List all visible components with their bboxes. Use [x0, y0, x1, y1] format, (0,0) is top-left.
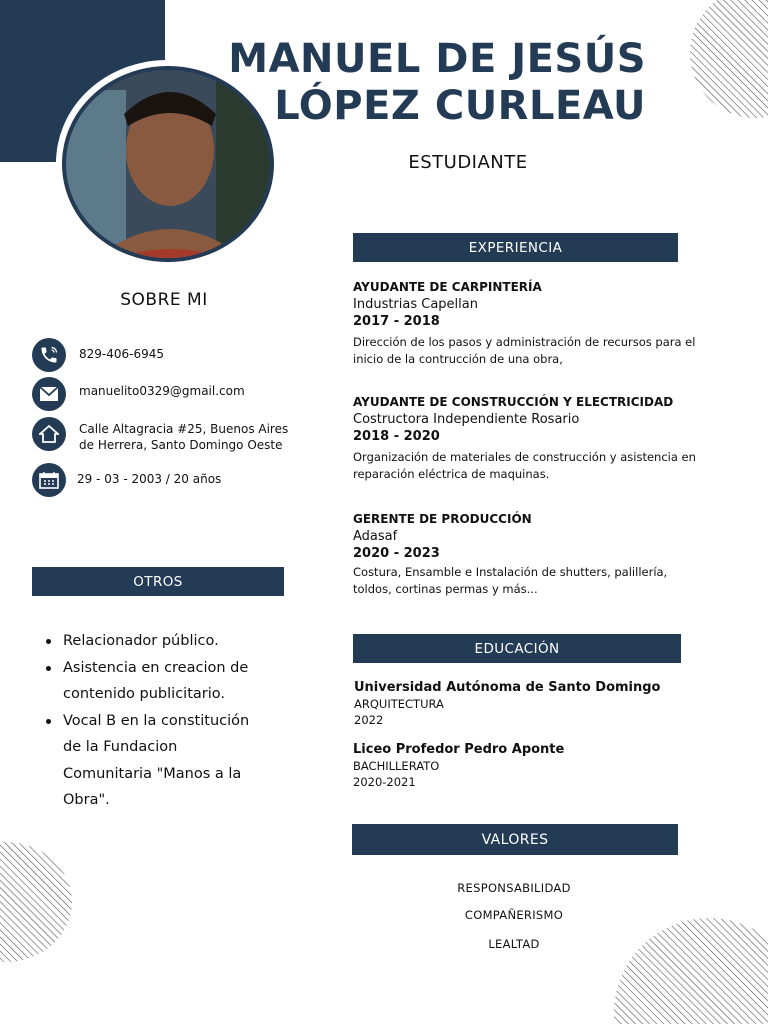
otros-item-text: Relacionador público. [63, 633, 219, 649]
otros-item-text: Obra". [63, 792, 110, 808]
otros-item [44, 628, 284, 655]
job-entry [353, 279, 733, 368]
job-entry [353, 511, 733, 598]
experiencia-header: EXPERIENCIA [353, 233, 678, 262]
email-address: manuelito0329@gmail.com [79, 384, 245, 398]
hatched-circle-bottom-left [0, 842, 72, 962]
job-company: Costructora Independiente Rosario [353, 412, 580, 427]
name-line-2: LÓPEZ CURLEAU [274, 83, 646, 129]
about-title: SOBRE MI [120, 290, 208, 310]
phone-number: 829-406-6945 [79, 347, 165, 361]
otros-item-text: Comunitaria "Manos a la [63, 765, 242, 782]
job-description-line: Organización de materiales de construcción y asistencia en [353, 450, 696, 464]
otros-item-text: Vocal B en la constitución [63, 712, 250, 729]
phone-icon [32, 338, 66, 372]
job-entry [353, 394, 733, 483]
otros-header: OTROS [32, 567, 284, 596]
mail-icon [32, 377, 66, 411]
education-degree: ARQUITECTURA [354, 697, 444, 711]
education-year: 2020-2021 [353, 775, 416, 789]
address-line-2: de Herrera, Santo Domingo Oeste [79, 438, 283, 452]
valores-header: VALORES [352, 824, 678, 855]
address-line-1: Calle Altagracia #25, Buenos Aires [79, 422, 289, 436]
education-school: Liceo Profedor Pedro Aponte [353, 742, 565, 757]
value-item: RESPONSABILIDAD [457, 881, 571, 895]
birth-date-age: 29 - 03 - 2003 / 20 años [77, 472, 222, 486]
job-title: AYUDANTE DE CONSTRUCCIÓN Y ELECTRICIDAD [353, 395, 674, 409]
job-company: Industrias Capellan [353, 297, 478, 312]
otros-list [44, 628, 284, 814]
job-description-line: reparación eléctrica de maquinas. [353, 467, 550, 481]
education-year: 2022 [354, 713, 384, 727]
otros-item-text: Asistencia en creacion de [63, 659, 249, 676]
job-description [353, 334, 733, 368]
candidate-role: ESTUDIANTE [408, 152, 528, 173]
job-description [353, 449, 733, 483]
otros-item [44, 708, 284, 814]
candidate-name [228, 36, 646, 130]
job-description-line: Dirección de los pasos y administración de recursos para el [353, 335, 696, 349]
home-icon [32, 417, 66, 451]
calendar-icon [32, 463, 66, 497]
education-school: Universidad Autónoma de Santo Domingo [354, 680, 661, 695]
job-description-line: Costura, Ensamble e Instalación de shutters, palillería, [353, 565, 668, 579]
hatched-circle-top-right [690, 0, 768, 118]
education-degree: BACHILLERATO [353, 759, 440, 773]
value-item: COMPAÑERISMO [464, 908, 564, 922]
otros-item [44, 655, 284, 708]
otros-item-text: contenido publicitario. [63, 686, 225, 702]
job-years: 2017 - 2018 [353, 314, 440, 329]
education-entry [354, 680, 694, 728]
otros-item-text: de la Fundacion [63, 739, 178, 755]
name-line-1: MANUEL DE JESÚS [228, 36, 646, 82]
job-description-line: toldos, cortinas permas y más... [353, 582, 538, 596]
job-title: GERENTE DE PRODUCCIÓN [353, 512, 532, 526]
job-title: AYUDANTE DE CARPINTERÍA [353, 280, 542, 294]
education-entry [353, 742, 693, 790]
job-years: 2018 - 2020 [353, 429, 440, 444]
job-description [353, 564, 733, 598]
job-years: 2020 - 2023 [353, 546, 440, 561]
hatched-circle-bottom-right [614, 918, 768, 1024]
educacion-header: EDUCACIÓN [353, 634, 681, 663]
value-item: LEALTAD [488, 937, 540, 951]
job-company: Adasaf [353, 529, 398, 544]
job-description-line: inicio de la contrucción de una obra, [353, 352, 563, 366]
address [79, 421, 288, 453]
